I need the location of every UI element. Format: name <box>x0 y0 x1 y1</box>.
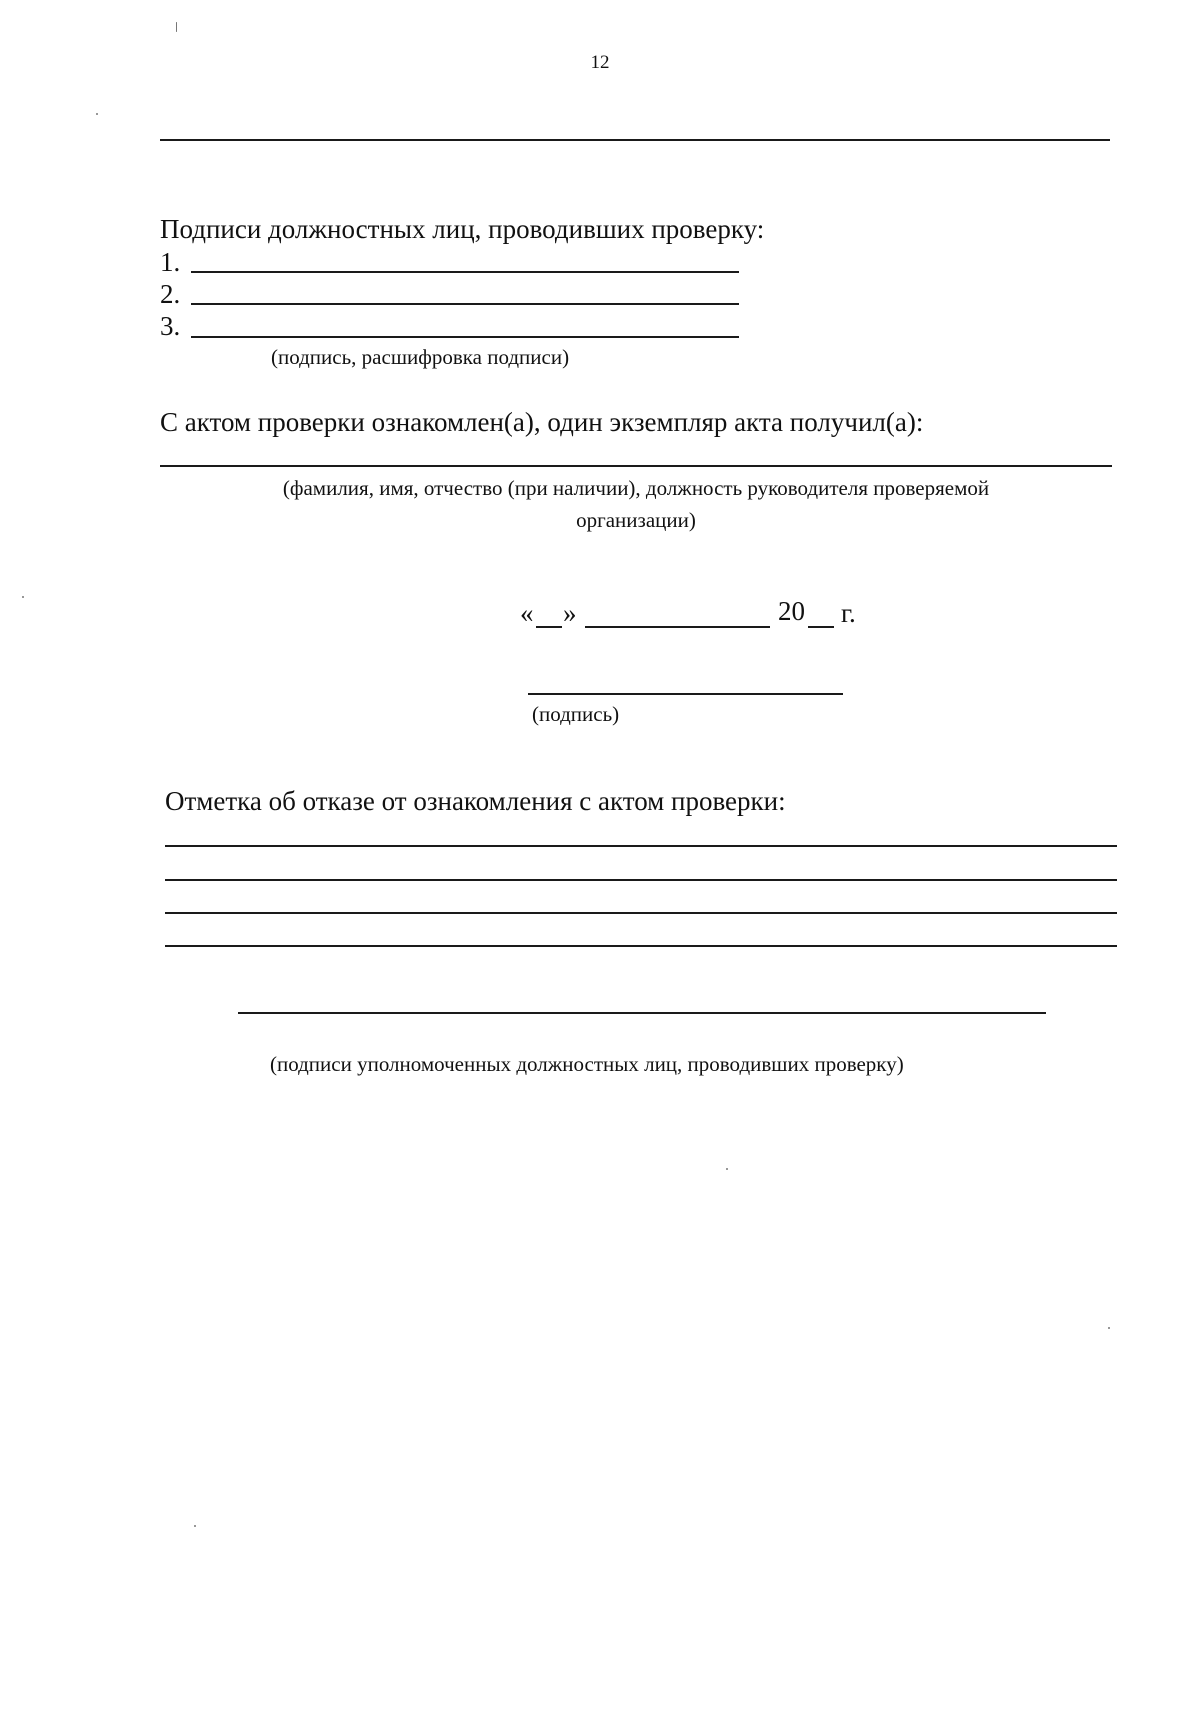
signature-item-number-1: 1. <box>160 247 181 277</box>
refusal-line-1[interactable] <box>165 845 1117 847</box>
page-number: 12 <box>590 52 610 73</box>
refusal-heading: Отметка об отказе от ознакомления с актом проверки: <box>165 786 786 816</box>
date-open-quote: « <box>520 598 534 628</box>
authorized-signatures-caption: (подписи уполномоченных должностных лиц, проводивших проверку) <box>270 1052 904 1076</box>
signature-item-number-2: 2. <box>160 279 181 309</box>
date-year-prefix: 20 <box>778 596 805 626</box>
scan-speck <box>96 113 98 115</box>
signature-caption: (подпись) <box>532 702 620 726</box>
signature-line-2[interactable] <box>191 303 739 305</box>
refusal-line-3[interactable] <box>165 912 1117 914</box>
scan-speck <box>1108 1327 1110 1329</box>
acknowledgement-caption <box>160 472 1112 536</box>
signature-item-number-3: 3. <box>160 311 181 341</box>
signatures-caption: (подпись, расшифровка подписи) <box>271 345 570 369</box>
scan-speck <box>194 1525 196 1527</box>
acknowledgement-caption-line-1: (фамилия, имя, отчество (при наличии), должность руководителя проверяемой <box>282 476 990 500</box>
signature-line[interactable] <box>528 693 843 695</box>
acknowledgement-heading: С актом проверки ознакомлен(а), один экземпляр акта получил(а): <box>160 407 924 437</box>
scan-speck <box>176 22 177 32</box>
authorized-signatures-line[interactable] <box>238 1012 1046 1014</box>
signatures-heading: Подписи должностных лиц, проводивших проверку: <box>160 214 765 244</box>
refusal-line-4[interactable] <box>165 945 1117 947</box>
date-close-quote: » <box>563 598 577 628</box>
top-rule <box>160 139 1110 141</box>
signature-line-1[interactable] <box>191 271 739 273</box>
acknowledgement-caption-line-2: организации) <box>576 508 696 532</box>
refusal-line-2[interactable] <box>165 879 1117 881</box>
scan-speck <box>726 1168 728 1170</box>
date-day-blank[interactable] <box>536 626 562 628</box>
date-year-suffix: г. <box>841 598 856 628</box>
signature-line-3[interactable] <box>191 336 739 338</box>
date-month-blank[interactable] <box>585 626 770 628</box>
scan-speck <box>22 596 24 598</box>
acknowledgement-line[interactable] <box>160 465 1112 467</box>
date-year-blank[interactable] <box>808 626 834 628</box>
